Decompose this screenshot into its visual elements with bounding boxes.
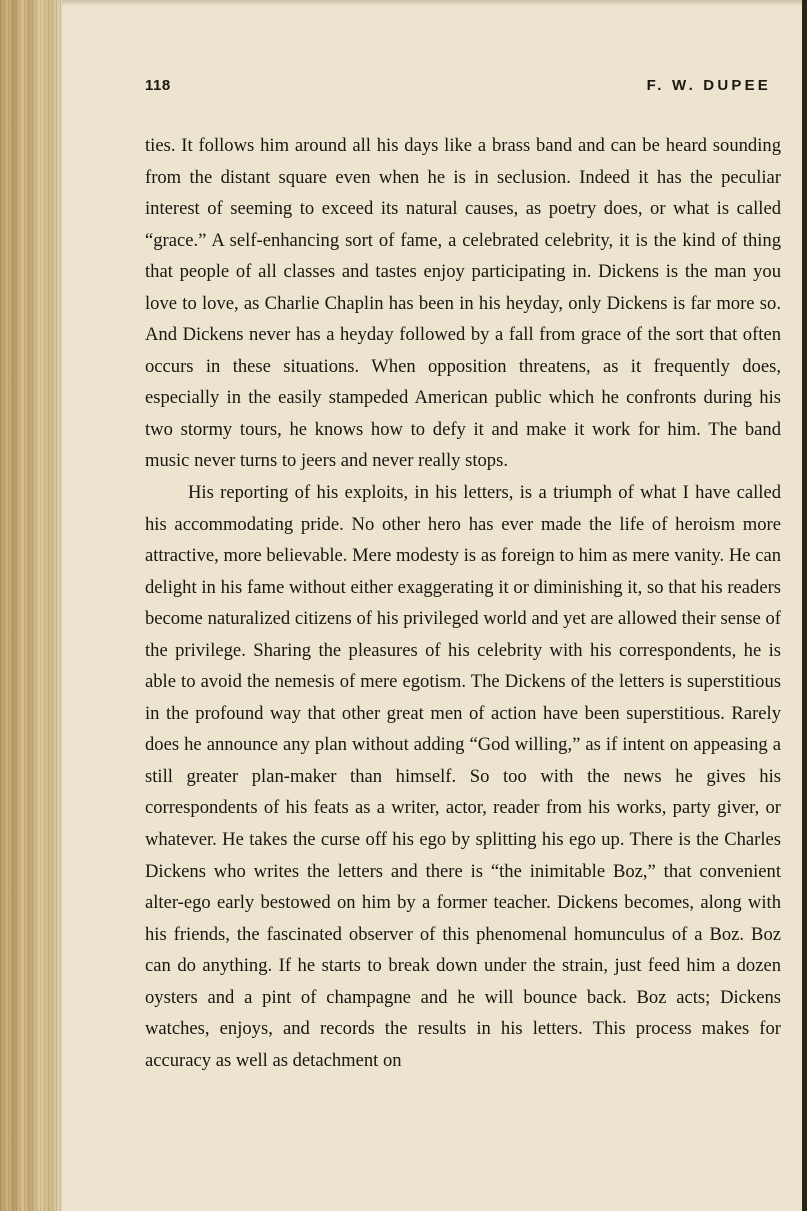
right-page-edge [802, 0, 807, 1211]
page-header [145, 77, 771, 99]
top-shadow [62, 0, 802, 6]
body-text [145, 130, 781, 1076]
page-number: 118 [145, 77, 171, 94]
paragraph: His reporting of his exploits, in his letters, is a triumph of what I have called his accommodating pride. No other hero has ever made the life of heroism more attractive, more believable. Mere modesty is as foreign to him as mere vanity. He can delight in his fame without either exaggerating it or diminishing it, so that his readers become naturalized citizens of his privileged world and yet are allowed their sense of the privilege. Sharing the pleasures of his celebrity with his correspondents, he is able to avoid the nemesis of mere egotism. The Dickens of the letters is superstitious in the profound way that other great men of action have been superstitious. Rarely does he announce any plan without adding “God willing,” as if intent on appeasing a still greater plan-maker than himself. So too with the news he gives his correspondents of his feats as a writer, actor, reader from his works, party giver, or whatever. He takes the curse off his ego by splitting his ego up. There is the Charles Dickens who writes the letters and there is “the inimitable Boz,” that convenient alter-ego early bestowed on him by a former teacher. Dickens becomes, along with his friends, the fascinated observer of this phenomenal homunculus of a Boz. Boz can do anything. If he starts to break down under the strain, just feed him a dozen oysters and a pint of champagne and he will bounce back. Boz acts; Dickens watches, enjoys, and records the results in his letters. This process makes for accuracy as well as detachment on [145, 482, 781, 1071]
running-head: F. W. DUPEE [646, 77, 771, 94]
paragraph-continuation: ties. It follows him around all his days like a brass band and can be heard sounding from the distant square even when he is in seclusion. Indeed it has the peculiar interest of seeming to exceed its natural causes, as poetry does, or what is called “grace.” A self-enhancing sort of fame, a celebrated celebrity, it is the kind of thing that people of all classes and tastes enjoy participating in. Dickens is the man you love to love, as Charlie Chaplin has been in his heyday, only Dickens is far more so. And Dickens never has a heyday followed by a fall from grace of the sort that often occurs in these situations. When opposition threatens, as it frequently does, especially in the easily stampeded American public which he confronts during his two stormy tours, he knows how to defy it and make it work for him. The band music never turns to jeers and never really stops. [145, 135, 781, 472]
page-stack-lines [0, 0, 62, 1211]
